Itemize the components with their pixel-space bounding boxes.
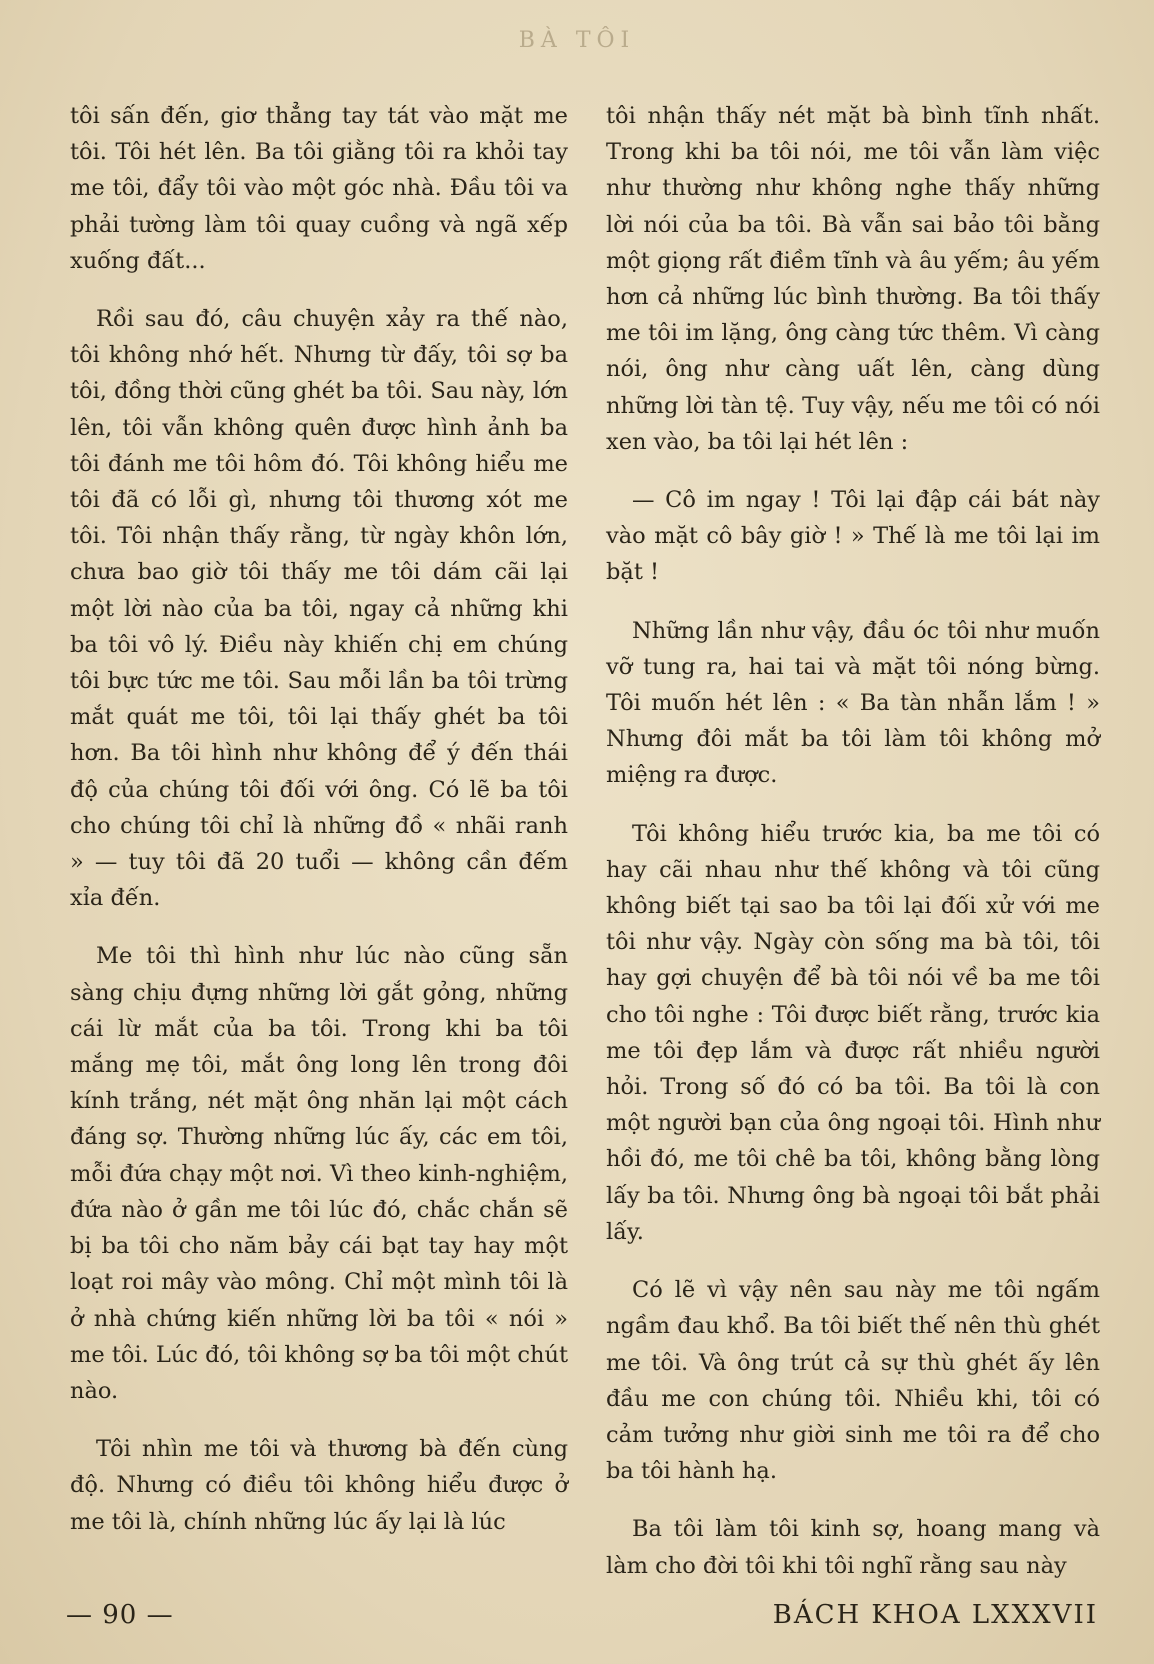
left-paragraph-4: Tôi nhìn me tôi và thương bà đến cùng độ. Nhưng có điều tôi không hiểu được ở me tôi là, chính những lúc ấy lại là lúc bbox=[70, 1436, 568, 1535]
right-paragraph-5: Có lẽ vì vậy nên sau này me tôi ngấm ngầm đau khổ. Ba tôi biết thế nên thù ghét me tôi. Và ông trút cả sự thù ghét ấy lên đầu me con chúng tôi. Nhiều khi, tôi có cảm tưởng như giời sinh me tôi ra để cho ba tôi hành hạ. bbox=[606, 1277, 1100, 1485]
page-number: — 90 — bbox=[66, 1600, 174, 1630]
left-paragraph-2: Rồi sau đó, câu chuyện xảy ra thế nào, tôi không nhớ hết. Nhưng từ đấy, tôi sợ ba tôi, đồng thời cũng ghét ba tôi. Sau này, lớn lên, tôi vẫn không quên được hình ảnh ba tôi đánh me tôi hôm đó. Tôi không hiểu me tôi đã có lỗi gì, nhưng tôi thương xót me tôi. Tôi nhận thấy rằng, từ ngày khôn lớn, chưa bao giờ tôi thấy me tôi dám cãi lại một lời nào của ba tôi, ngay cả những khi ba tôi vô lý. Điều này khiến chị em chúng tôi bực tức me tôi. Sau mỗi lần ba tôi trừng mắt quát me tôi, tôi lại thấy ghét ba tôi hơn. Ba tôi hình như không để ý đến thái độ của chúng tôi đối với ông. Có lẽ ba tôi cho chúng tôi chỉ là những đồ « nhãi ranh » — tuy tôi đã 20 tuổi — không cần đếm xỉa đến. bbox=[70, 306, 568, 912]
running-header: BÀ TÔI bbox=[518, 28, 636, 53]
left-paragraph-3: Me tôi thì hình như lúc nào cũng sẵn sàng chịu đựng những lời gắt gỏng, những cái lừ mắt của ba tôi. Trong khi ba tôi mắng mẹ tôi, mắt ông long lên trong đôi kính trắng, nét mặt ông nhăn lại một cách đáng sợ. Thường những lúc ấy, các em tôi, mỗi đứa chạy một nơi. Vì theo kinh-nghiệm, đứa nào ở gần me tôi lúc đó, chắc chắn sẽ bị ba tôi cho năm bảy cái bạt tay hay một loạt roi mây vào mông. Chỉ một mình tôi là ở nhà chứng kiến những lời ba tôi « nói » me tôi. Lúc đó, tôi không sợ ba tôi một chút nào. bbox=[70, 943, 568, 1404]
right-paragraph-3: Những lần như vậy, đầu óc tôi như muốn vỡ tung ra, hai tai và mặt tôi nóng bừng. Tôi muốn hét lên : « Ba tàn nhẫn lắm ! » Nhưng đôi mắt ba tôi làm tôi không mở miệng ra được. bbox=[606, 617, 1100, 789]
left-paragraph-1: tôi sấn đến, giơ thẳng tay tát vào mặt me tôi. Tôi hét lên. Ba tôi giằng tôi ra khỏi tay me tôi, đẩy tôi vào một góc nhà. Đầu tôi va phải tường làm tôi quay cuồng và ngã xếp xuống đất... bbox=[70, 103, 568, 274]
right-column bbox=[606, 98, 1100, 1584]
right-paragraph-4: Tôi không hiểu trước kia, ba me tôi có hay cãi nhau như thế không và tôi cũng không biết tại sao ba tôi lại đối xử với me tôi như vậy. Ngày còn sống ma bà tôi, tôi hay gợi chuyện để bà tôi nói về ba me tôi cho tôi nghe : Tôi được biết rằng, trước kia me tôi đẹp lắm và được rất nhiều người hỏi. Trong số đó có ba tôi. Ba tôi là con một người bạn của ông ngoại tôi. Hình như hồi đó, me tôi chê ba tôi, không bằng lòng lấy ba tôi. Nhưng ông bà ngoại tôi bắt phải lấy. bbox=[606, 820, 1100, 1245]
right-paragraph-1: tôi nhận thấy nét mặt bà bình tĩnh nhất. Trong khi ba tôi nói, me tôi vẫn làm việc như thường như không nghe thấy những lời nói của ba tôi. Bà vẫn sai bảo tôi bằng một giọng rất điềm tĩnh và âu yếm; âu yếm hơn cả những lúc bình thường. Ba tôi thấy me tôi im lặng, ông càng tức thêm. Vì càng nói, ông như càng uất lên, càng dùng những lời tàn tệ. Tuy vậy, nếu me tôi có nói xen vào, ba tôi lại hét lên : bbox=[606, 103, 1100, 455]
right-paragraph-quote: — Cô im ngay ! Tôi lại đập cái bát này vào mặt cô bây giờ ! » Thế là me tôi lại im bặt ! bbox=[606, 487, 1100, 586]
publication-name: BÁCH KHOA LXXXVII bbox=[772, 1600, 1098, 1630]
right-paragraph-6: Ba tôi làm tôi kinh sợ, hoang mang và làm cho đời tôi khi tôi nghĩ rằng sau này bbox=[606, 1516, 1100, 1579]
left-column bbox=[70, 98, 568, 1540]
